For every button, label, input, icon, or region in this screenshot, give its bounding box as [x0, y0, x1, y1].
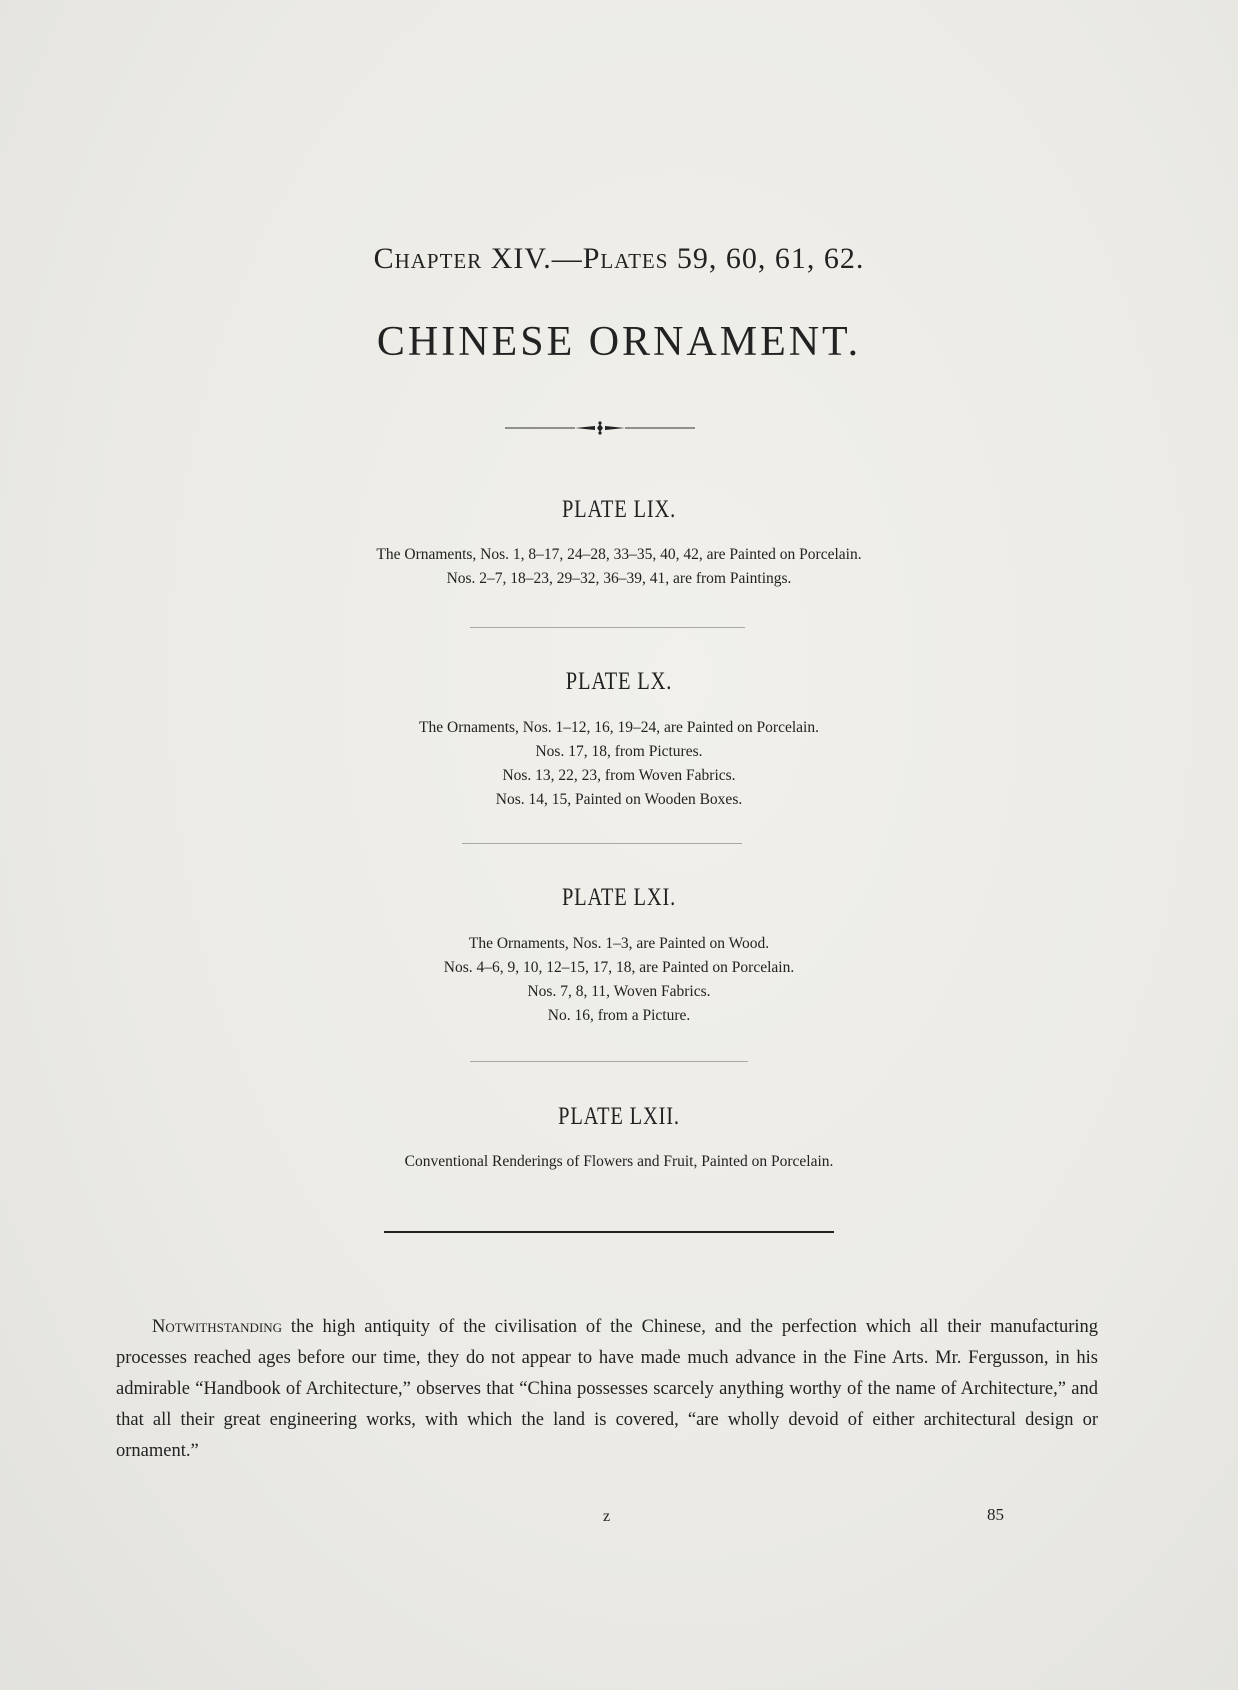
body-paragraph	[116, 1312, 1098, 1467]
plate-line: Nos. 7, 8, 11, Woven Fabrics.	[527, 983, 711, 1000]
plate-lxii-section	[0, 1103, 1238, 1131]
page-number: 85	[987, 1505, 1004, 1524]
plates-word: Plates	[582, 242, 669, 275]
plate-line: The Ornaments, Nos. 1–12, 16, 19–24, are Painted on Porcelain.	[419, 719, 819, 736]
section-rule	[384, 1231, 834, 1233]
plate-lxi-section	[0, 884, 1238, 912]
plate-line: The Ornaments, Nos. 1, 8–17, 24–28, 33–35, 40, 42, are Painted on Porcelain.	[376, 546, 862, 563]
plate-lx-section	[0, 668, 1238, 696]
plate-line: Nos. 17, 18, from Pictures.	[535, 743, 703, 760]
section-divider	[470, 1061, 748, 1062]
body-lead-word: Notwithstanding	[152, 1317, 283, 1337]
plate-lx-lines	[0, 716, 1238, 812]
plate-lxi-lines	[0, 932, 1238, 1028]
chapter-numeral: XIV.	[490, 242, 552, 275]
plate-line: Nos. 2–7, 18–23, 29–32, 36–39, 41, are from Paintings.	[446, 570, 792, 587]
plate-line: The Ornaments, Nos. 1–3, are Painted on Wood.	[468, 935, 770, 952]
body-text: the high antiquity of the civilisation of the Chinese, and the perfection which all their manufacturing processes reached ages before our time, they do not appear to have made much advance in the Fine Arts. Mr. Fergusson, in his admirable “Handbook of Architecture,” observes that “China possesses scarcely anything worthy of the name of Architecture,” and that all their great engineering works, with which the land is covered, “are wholly devoid of either architectural design or ornament.”	[116, 1317, 1098, 1461]
section-divider	[470, 627, 745, 628]
chapter-heading	[0, 242, 1238, 276]
chapter-prefix: Chapter	[373, 242, 483, 275]
plate-heading: PLATE LX.	[565, 668, 673, 695]
plate-line: Nos. 4–6, 9, 10, 12–15, 17, 18, are Painted on Porcelain.	[443, 959, 795, 976]
plate-line: Conventional Renderings of Flowers and Fruit, Painted on Porcelain.	[404, 1153, 834, 1170]
plates-numbers: 59, 60, 61, 62.	[676, 242, 865, 275]
chapter-dash: —	[551, 242, 583, 275]
ornament-divider-icon	[505, 418, 705, 438]
plate-heading: PLATE LXII.	[558, 1103, 680, 1130]
page-title: CHINESE ORNAMENT.	[376, 319, 862, 365]
plate-heading: PLATE LXI.	[561, 884, 677, 911]
plate-lix-section	[0, 496, 1238, 524]
plate-line: No. 16, from a Picture.	[547, 1007, 691, 1024]
plate-lxii-lines	[0, 1150, 1238, 1174]
section-divider	[462, 843, 742, 844]
plate-lix-lines	[0, 543, 1238, 591]
signature-mark: z	[603, 1508, 611, 1525]
plate-line: Nos. 14, 15, Painted on Wooden Boxes.	[495, 791, 743, 808]
plate-line: Nos. 13, 22, 23, from Woven Fabrics.	[502, 767, 736, 784]
plate-heading: PLATE LIX.	[561, 496, 677, 523]
